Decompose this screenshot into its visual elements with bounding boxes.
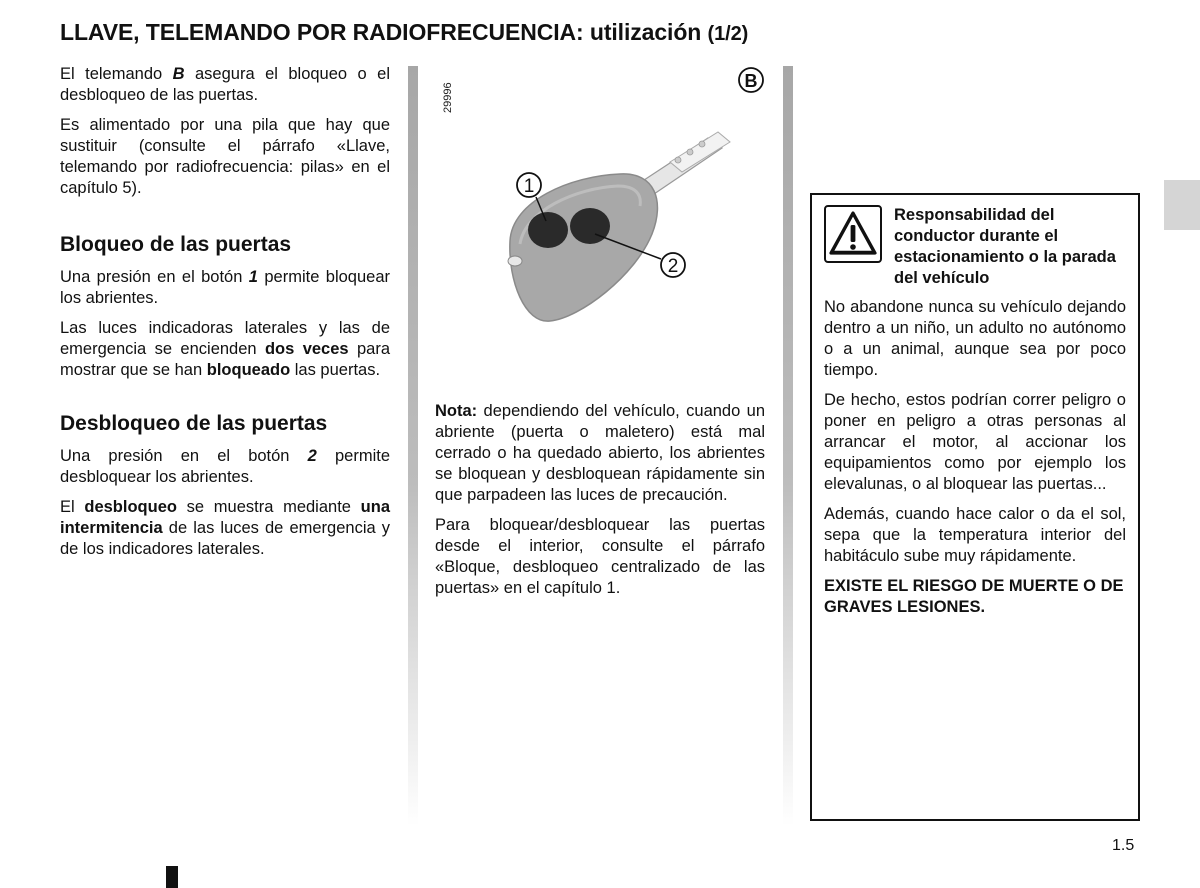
button-1-ref: 1 — [248, 268, 258, 286]
intro-text: asegura el bloqueo o el desbloqueo de las puertas. — [60, 65, 390, 104]
locking-text: Una presión en el botón — [60, 268, 249, 286]
warning-title: Responsabilidad del conductor durante el estacionamiento o la parada del vehículo — [894, 206, 1116, 287]
column-divider-right — [783, 66, 793, 826]
blade-notch — [687, 149, 693, 155]
button-2 — [570, 208, 610, 244]
warning-box — [810, 193, 1140, 821]
note-paragraph — [435, 401, 765, 506]
locking-text: las puertas. — [290, 361, 381, 379]
remote-ref: B — [172, 65, 185, 83]
note-label: Nota: — [435, 402, 478, 420]
figure-label-b: B — [744, 71, 758, 91]
column-divider-left — [408, 66, 418, 826]
page-edge-marker — [166, 866, 178, 888]
intro-paragraph-1 — [60, 64, 390, 106]
unlocking-text: El — [60, 498, 85, 516]
warning-triangle-icon — [826, 207, 880, 261]
key-blade — [638, 132, 730, 194]
warning-icon — [824, 205, 882, 263]
warning-paragraph-2: De hecho, estos podrían correr peligro o poner en peligro a otras personas al arrancar el motor, al accionar los equipamientos como por ejemplo los elevalunas, o al bloquear las puertas... — [824, 391, 1126, 493]
locking-text: para mostrar que se han — [60, 340, 390, 379]
page-title — [60, 19, 748, 46]
callout-1: 1 — [523, 176, 535, 197]
locking-paragraph-1 — [60, 267, 390, 309]
column-left — [60, 64, 390, 569]
warning-paragraph-4: EXISTE EL RIESGO DE MUERTE O DE GRAVES LESIONES. — [824, 577, 1124, 616]
intro-text: El telemando — [60, 65, 173, 83]
figure-code-text: 29996 — [442, 82, 454, 113]
locking-bold: dos veces — [264, 340, 349, 358]
callout-2: 2 — [667, 256, 679, 277]
unlocking-text: de las luces de emergencia y de los indicadores laterales. — [60, 519, 390, 558]
note-text: dependiendo del vehículo, cuando un abriente (puerta o maletero) está mal cerrado o ha quedado abierto, los abrientes se bloquean y desbloquean rápidamente sin que parpadeen las luces de precaución. — [435, 402, 765, 504]
page-number: 1.5 — [1112, 837, 1135, 854]
unlocking-paragraph-2 — [60, 497, 390, 560]
note-paragraph-2: Para bloquear/desbloquear las puertas desde el interior, consulte el párrafo «Bloque, desbloqueo centralizado de las puertas» en el capítulo 1. — [435, 516, 765, 597]
page-title-text: LLAVE, TELEMANDO POR RADIOFRECUENCIA: utilización — [60, 19, 702, 45]
unlocking-paragraph-1 — [60, 446, 390, 488]
locking-text: permite bloquear los abrientes. — [60, 268, 390, 307]
remote-key-figure — [430, 66, 770, 386]
button-2-ref: 2 — [307, 447, 317, 465]
locking-heading: Bloqueo de las puertas — [60, 233, 292, 256]
warning-paragraph-1: No abandone nunca su vehículo dejando dentro a un niño, un adulto no autónomo o a un animal, aunque sea por poco tiempo. — [824, 298, 1126, 379]
locking-bold: bloqueado — [206, 361, 291, 379]
warning-body — [824, 297, 1126, 627]
key-ring-hole — [508, 256, 522, 266]
locking-paragraph-2 — [60, 318, 390, 381]
unlocking-text: se muestra mediante — [176, 498, 361, 516]
unlocking-heading: Desbloqueo de las puertas — [60, 412, 328, 435]
intro-paragraph-2: Es alimentado por una pila que hay que sustituir (consulte el párrafo «Llave, telemando por radiofrecuencia: pilas» en el capítulo 5). — [60, 116, 390, 197]
unlocking-bold: desbloqueo — [84, 498, 177, 516]
blade-notch — [675, 157, 681, 163]
locking-text: Las luces indicadoras laterales y las de emergencia se encienden — [60, 319, 390, 358]
page-title-part: (1/2) — [707, 23, 749, 45]
warning-paragraph-3: Además, cuando hace calor o da el sol, sepa que la temperatura interior del habitáculo sube muy rápidamente. — [824, 505, 1126, 565]
column-middle — [435, 401, 765, 608]
unlocking-bold: una intermitencia — [60, 498, 390, 537]
unlocking-text: Una presión en el botón — [60, 447, 308, 465]
blade-notch — [699, 141, 705, 147]
button-1 — [528, 212, 568, 248]
unlocking-text: permite desbloquear los abrientes. — [60, 447, 390, 486]
chapter-tab — [1164, 180, 1200, 230]
